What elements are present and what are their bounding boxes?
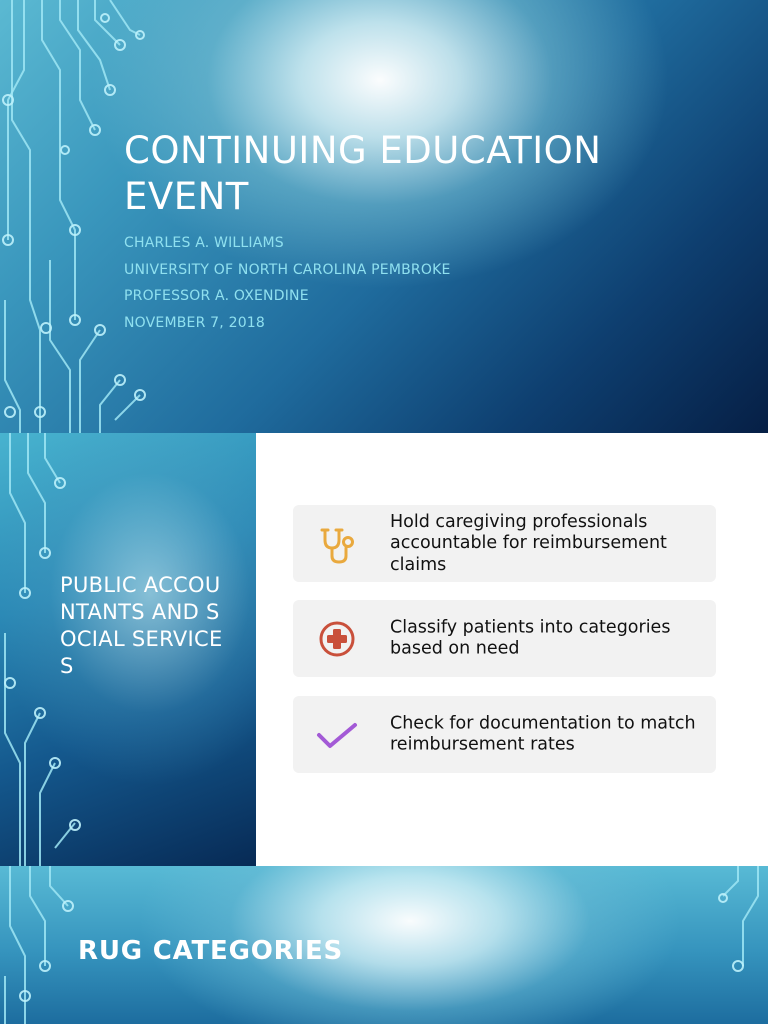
side-panel bbox=[0, 433, 256, 866]
institution-name: UNIVERSITY OF NORTH CAROLINA PEMBROKE bbox=[124, 261, 451, 278]
card-text: Hold caregiving professionals accountable for reimbursement claims bbox=[390, 511, 667, 575]
stethoscope-icon bbox=[315, 522, 359, 566]
section-title: PUBLIC ACCOUNTANTS AND SOCIAL SERVICES bbox=[60, 573, 223, 678]
medical-cross-icon bbox=[315, 617, 359, 661]
professor-name: PROFESSOR A. OXENDINE bbox=[124, 288, 309, 305]
subtitle-block bbox=[124, 230, 451, 337]
circuit-decoration-left bbox=[0, 866, 90, 1024]
content-slide bbox=[0, 433, 768, 866]
card-accountability bbox=[293, 505, 716, 582]
card-documentation bbox=[293, 696, 716, 773]
card-text: Classify patients into categories based on need bbox=[390, 617, 671, 659]
circuit-decoration-right bbox=[698, 866, 768, 1024]
card-classify bbox=[293, 600, 716, 677]
title-slide bbox=[0, 0, 768, 433]
slide-title: RUG CATEGORIES bbox=[78, 936, 344, 966]
section-slide bbox=[0, 866, 768, 1024]
event-date: NOVEMBER 7, 2018 bbox=[124, 315, 266, 332]
presenter-name: CHARLES A. WILLIAMS bbox=[124, 235, 284, 251]
card-text: Check for documentation to match reimbursement rates bbox=[390, 713, 696, 755]
checkmark-icon bbox=[315, 713, 359, 757]
slide-title: CONTINUING EDUCATION EVENT bbox=[124, 129, 602, 218]
